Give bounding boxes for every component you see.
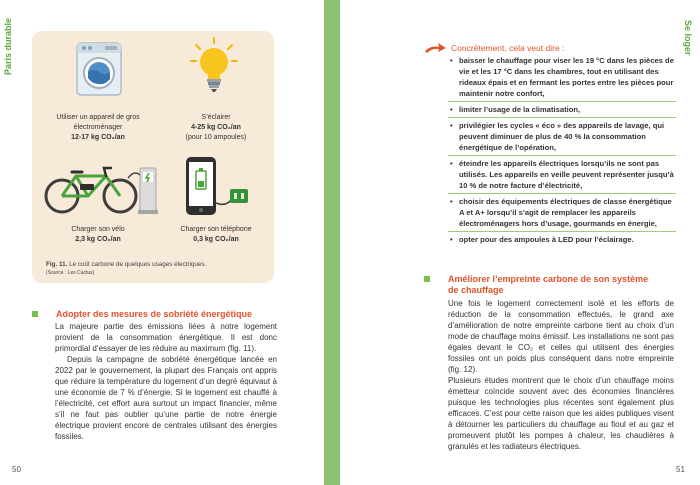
phone-charger-icon: [182, 155, 252, 219]
paragraph: La majeure partie des émissions liées à notre logement provient de la consommation énergétique. Il est donc primordial d’essayer de les réduire au maximum (fig. 11).: [55, 322, 277, 353]
figure-item-value: 2,3 kg CO₂/an: [75, 236, 121, 243]
list-item: • éteindre les appareils électriques lorsqu’ils ne sont pas utilisés. Les appareils en veille peuvent représenter jusqu’à 10 % de notre facture d’électricité,: [448, 158, 676, 194]
figure-carbon-cost: [32, 31, 274, 283]
running-head-left: Paris durable: [3, 18, 13, 76]
figure-item-label: Utiliser un appareil de gros électroménager: [56, 114, 140, 131]
page-number-right: 51: [676, 465, 685, 474]
list-item: • privilégier les cycles « éco » des appareils de lavage, qui peuvent diminuer de plus de 40 % la consommation énergétique de l’opération,: [448, 120, 676, 156]
figure-item-note: (pour 10 ampoules): [185, 134, 247, 141]
paragraph: Plusieurs études montrent que le choix d’un chauffage moins émetteur coïncide souvent avec des économies financières puisque les technologies plus récentes sont également plus efficaces. C’est pour cette raison que les aides publiques visent à détourner les particuliers du chauffage au fioul et au gaz et promeuvent plutôt les pompes à chaleur, les chaudières à granulés et les radiateurs électriques.: [448, 376, 674, 451]
figure-item-value: 0,3 kg CO₂/an: [193, 236, 239, 243]
heading-text: Adopter des mesures de sobriété énergétique: [56, 309, 253, 319]
figure-item-value: 12-17 kg CO₂/an: [71, 134, 125, 141]
figure-caption-source: (Source : Les Cactus): [46, 270, 95, 276]
washing-machine-icon: [75, 41, 123, 97]
light-bulb-icon: [190, 37, 238, 95]
figure-item-value: 4-25 kg CO₂/an: [191, 124, 241, 131]
list-intro: Concrètement, cela veut dire :: [451, 43, 565, 53]
list-item: • baisser le chauffage pour viser les 19 °C dans les pièces de vie et les 17 °C dans les chambres, tout en utilisant des rideaux épais et en fermant les portes entre les pièces pour maintenir notre confort,: [448, 55, 676, 102]
list-item: • opter pour des ampoules à LED pour l’éclairage.: [448, 234, 676, 247]
running-head-right: Se loger: [683, 20, 693, 56]
page-spine: [324, 0, 340, 485]
figure-item-label: Charger son vélo: [71, 226, 125, 233]
electric-bike-icon: [42, 164, 160, 216]
figure-item-label: Charger son téléphone: [180, 226, 252, 233]
heading-text-line2: de chauffage: [448, 285, 504, 295]
section-heading-chauffage: [424, 274, 684, 298]
list-item: • limiter l’usage de la climatisation,: [448, 104, 676, 118]
right-body-text: [448, 298, 674, 452]
figure-item-label: S’éclairer: [201, 114, 231, 121]
list-item: • choisir des équipements électriques de classe énergétique A et A+ lorsqu’il s’agit de remplacer les appareils électroménagers hors d’usage, gourmands en énergie,: [448, 196, 676, 232]
paragraph: Depuis la campagne de sobriété énergétique lancée en 2022 par le gouvernement, la plupart des Français ont appris que réduire la température du logement d’un degré équivaut à une économie de 7 % d’énergie. Si le logement est chauffé à l’électricité, cet effort aura surtout un impact financier, même s’il ne faut pas oublier qu’une partie de notre énergie électrique provient encore de centrales utilisant des énergies fossiles.: [55, 355, 277, 441]
figure-caption-label: Fig. 11.: [46, 261, 68, 268]
figure-caption: [46, 261, 206, 277]
arrow-icon: [424, 42, 448, 54]
figure-caption-text: Le coût carbone de quelques usages électriques.: [69, 261, 207, 268]
heading-marker: [32, 311, 38, 317]
section-heading-sobriete: [32, 309, 312, 321]
page-number-left: 50: [12, 465, 21, 474]
left-body-text: [55, 321, 277, 442]
recommendation-list: [448, 55, 676, 249]
heading-text-line1: Améliorer l’empreinte carbone de son système: [448, 274, 649, 284]
paragraph: Une fois le logement correctement isolé et les efforts de réduction de la consommation effectués, le grand axe d’amélioration de notre empreinte carbone tient au choix d’un mode de chauffage moins émissif. Les installations ne sont pas égales devant le CO₂ et celles qui utilisent des énergies fossiles ont un poids plus conséquent dans notre empreinte (fig. 12).: [448, 299, 674, 374]
heading-marker: [424, 276, 430, 282]
